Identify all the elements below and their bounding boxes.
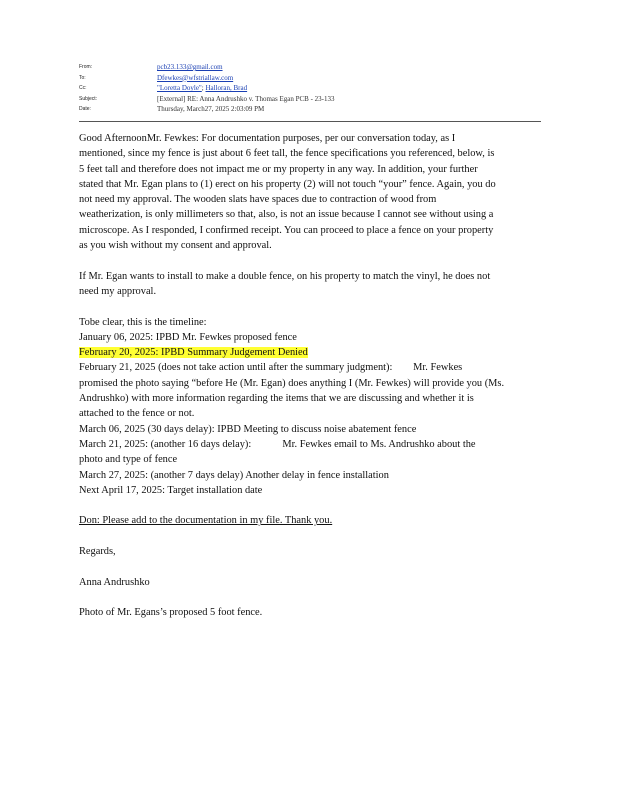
- timeline-line: Andrushko) with more information regarding the items that we are discussing and whether it is: [79, 393, 474, 405]
- paragraph-gap: [79, 590, 541, 605]
- body-line: not need my approval. The wooden slats have spaces due to contraction of wood from: [79, 194, 437, 206]
- closing: Regards,: [79, 546, 116, 558]
- cc-link-loretta-doyle[interactable]: "Loretta Doyle": [157, 84, 202, 93]
- timeline-line: Next April 17, 2025: Target installation date: [79, 484, 263, 496]
- body-line: mentioned, since my fence is just about 6 feet tall, the fence specifications you referenced, below, is: [79, 148, 495, 160]
- timeline-line: January 06, 2025: IPBD Mr. Fewkes proposed fence: [79, 331, 297, 343]
- timeline-line: attached to the fence or not.: [79, 408, 195, 420]
- subject-value: [External] RE: Anna Andrushko v. Thomas Egan PCB - 23-133: [157, 94, 335, 103]
- body-line: If Mr. Egan wants to install to make a double fence, on his property to match the vinyl, he does not: [79, 270, 491, 282]
- cc-separator: ;: [201, 84, 206, 93]
- email-header: [79, 62, 549, 115]
- body-line: as you wish without my consent and approval.: [79, 240, 272, 252]
- paragraph-gap: [79, 559, 541, 574]
- cc-link-brad-halloran[interactable]: Halloran, Brad: [205, 84, 248, 93]
- body-line: Good AfternoonMr. Fewkes: For documentation purposes, per our conversation today, as I: [79, 133, 456, 144]
- paragraph-gap: [79, 498, 541, 513]
- paragraph-gap: [79, 529, 541, 544]
- photo-caption: Photo of Mr. Egans’s proposed 5 foot fence.: [79, 607, 263, 619]
- signature: Anna Andrushko: [79, 576, 150, 588]
- timeline-line-highlighted: [79, 345, 541, 360]
- date-value: Thursday, March27, 2025 2:03:09 PM: [157, 105, 265, 114]
- body-line: microscope. As I responded, I confirmed receipt. You can proceed to place a fence on your property: [79, 224, 494, 236]
- timeline-line: February 21, 2025 (does not take action until after the summary judgment): Mr. Fewkes: [79, 362, 463, 374]
- from-label: From:: [79, 64, 93, 70]
- documentation-note: Don: Please add to the documentation in my file. Thank you.: [79, 515, 333, 527]
- body-line: need my approval.: [79, 285, 157, 297]
- email-body: [79, 131, 541, 621]
- paragraph-gap: [79, 299, 541, 314]
- timeline-line: promised the photo saying “before He (Mr. Egan) does anything I (Mr. Fewkes) will provide you (Ms.: [79, 377, 505, 389]
- body-line: 5 feet tall and therefore does not impact me or my property in any way. In addition, your further: [79, 163, 478, 175]
- timeline-intro: Tobe clear, this is the timeline:: [79, 316, 207, 328]
- timeline-line: March 27, 2025: (another 7 days delay) Another delay in fence installation: [79, 469, 389, 481]
- timeline-line: March 21, 2025: (another 16 days delay): Mr. Fewkes email to Ms. Andrushko about the: [79, 438, 476, 450]
- paragraph-gap: [79, 253, 541, 268]
- to-email-link[interactable]: Dfewkes@wfstriallaw.com: [157, 73, 234, 82]
- cc-label: Cc:: [79, 85, 87, 92]
- header-date-row: [79, 104, 549, 115]
- subject-label: Subject:: [79, 95, 98, 102]
- body-line: stated that Mr. Egan plans to (1) erect on his property (2) will not touch “your” fence. Again, you do: [79, 178, 496, 190]
- header-from-row: [79, 62, 549, 73]
- highlighted-text: February 20, 2025: IPBD Summary Judgement Denied: [79, 347, 308, 359]
- header-subject-row: [79, 94, 549, 105]
- header-to-row: [79, 73, 549, 84]
- body-line: weatherization, is only millimeters so that, also, is not an issue because I cannot see without using a: [79, 209, 494, 221]
- timeline-line: March 06, 2025 (30 days delay): IPBD Meeting to discuss noise abatement fence: [79, 423, 417, 435]
- date-label: Date:: [79, 106, 91, 113]
- header-divider: [79, 121, 541, 122]
- cc-values: [157, 83, 247, 94]
- from-email-link[interactable]: pcb23.133@gmail.com: [157, 63, 223, 71]
- timeline-line: photo and type of fence: [79, 454, 178, 466]
- to-label: To:: [79, 74, 86, 81]
- header-cc-row: [79, 83, 549, 94]
